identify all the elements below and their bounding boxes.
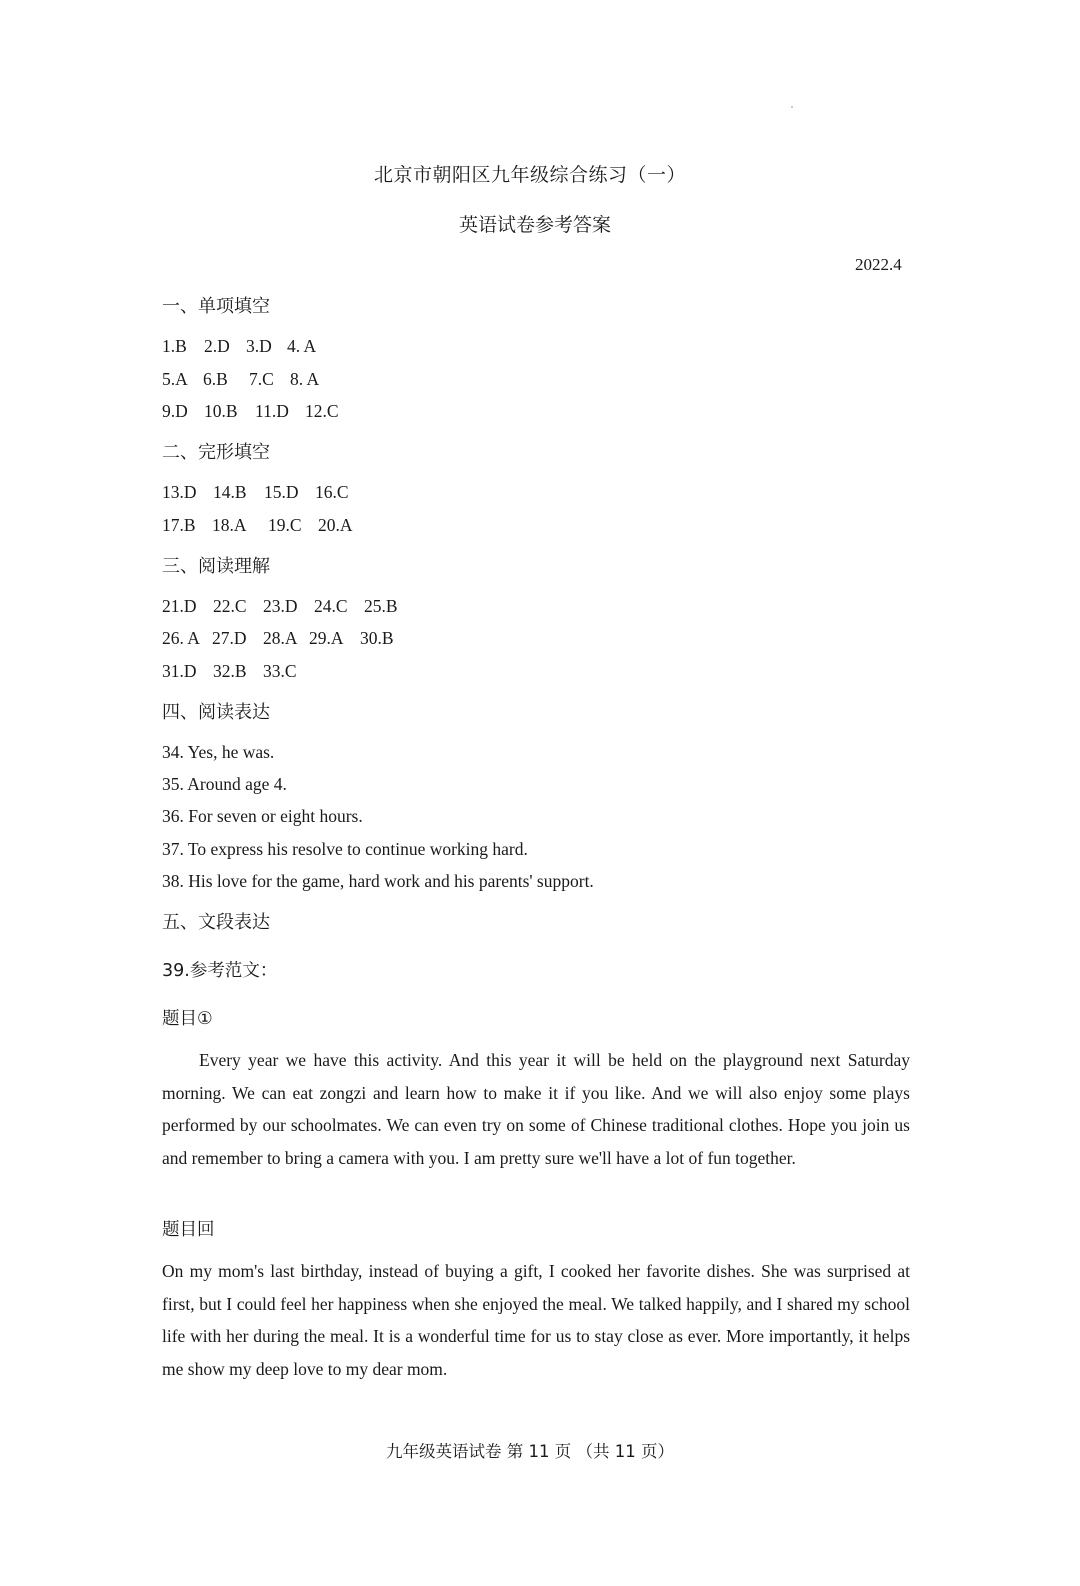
answer: 2.D <box>204 336 230 356</box>
answer: 24.C <box>314 596 348 616</box>
answer: 26. A <box>162 628 200 648</box>
answer-line: 38. His love for the game, hard work and his parents' support. <box>162 871 594 891</box>
answer: 9.D <box>162 401 188 421</box>
answer: 7.C <box>249 369 274 389</box>
answer: 21.D <box>162 596 197 616</box>
answer-line: 36. For seven or eight hours. <box>162 806 363 826</box>
answer: 13.D <box>162 482 197 502</box>
page-title: 北京市朝阳区九年级综合练习（一） <box>373 164 686 186</box>
page-subtitle: 英语试卷参考答案 <box>458 214 611 236</box>
answer: 5.A <box>162 369 188 389</box>
answer-row <box>162 515 353 536</box>
answer: 20.A <box>318 515 353 535</box>
topic-2-essay: On my mom's last birthday, instead of buying a gift, I cooked her favorite dishes. She was surprised at first, but I could feel her happiness when she enjoyed the meal. We talked happily, and I shared my school life with her during the meal. It is a wonderful time for us to stay close as ever. More importantly, it helps me show my deep love to my dear mom. <box>162 1261 910 1379</box>
answer: 6.B <box>203 369 228 389</box>
section-heading-4: 四、阅读表达 <box>162 702 270 723</box>
answer: 1.B <box>162 336 187 356</box>
answer: 28.A <box>263 628 298 648</box>
answer: 16.C <box>315 482 349 502</box>
answer-line: 34. Yes, he was. <box>162 742 275 762</box>
answer-row <box>162 661 297 682</box>
scan-speck <box>791 106 793 108</box>
answer: 22.C <box>213 596 247 616</box>
answer: 29.A <box>309 628 344 648</box>
answer: 30.B <box>360 628 394 648</box>
topic-1-label: 题目① <box>162 1009 213 1029</box>
answer-row <box>162 482 349 503</box>
sample-essay-label: 39.参考范文： <box>162 961 278 981</box>
answer: 8. A <box>290 369 320 389</box>
answer-line: 37. To express his resolve to continue working hard. <box>162 839 528 859</box>
answer: 19.C <box>268 515 302 535</box>
answer: 27.D <box>212 628 247 648</box>
answer: 3.D <box>246 336 272 356</box>
answer-row <box>162 628 394 649</box>
page-footer: 九年级英语试卷 第 11 页 （共 11 页） <box>386 1442 674 1461</box>
answer: 18.A <box>212 515 247 535</box>
section-heading-3: 三、阅读理解 <box>162 556 270 577</box>
answer: 10.B <box>204 401 238 421</box>
section-heading-2: 二、完形填空 <box>162 442 270 463</box>
answer-row <box>162 401 339 422</box>
answer: 11.D <box>255 401 289 421</box>
answer: 32.B <box>213 661 247 681</box>
topic-1-essay: Every year we have this activity. And this year it will be held on the playground next Saturday morning. We can eat zongzi and learn how to make it if you like. And we will also enjoy some plays performed by our schoolmates. We can even try on some of Chinese traditional clothes. Hope you join us and remember to bring a camera with you. I am pretty sure we'll have a lot of fun together. <box>162 1050 910 1168</box>
answer: 15.D <box>264 482 299 502</box>
answer: 17.B <box>162 515 196 535</box>
section-heading-1: 一、单项填空 <box>162 296 270 317</box>
answer: 12.C <box>305 401 339 421</box>
answer-line: 35. Around age 4. <box>162 774 287 794</box>
answer: 33.C <box>263 661 297 681</box>
exam-date: 2022.4 <box>855 255 902 274</box>
answer-row <box>162 596 398 617</box>
answer-row <box>162 336 316 357</box>
answer: 4. A <box>287 336 317 356</box>
answer: 14.B <box>213 482 247 502</box>
topic-2-label: 题目回 <box>162 1220 215 1240</box>
answer-row <box>162 369 319 390</box>
answer: 25.B <box>364 596 398 616</box>
answer: 31.D <box>162 661 197 681</box>
answer: 23.D <box>263 596 298 616</box>
section-heading-5: 五、文段表达 <box>162 912 270 933</box>
